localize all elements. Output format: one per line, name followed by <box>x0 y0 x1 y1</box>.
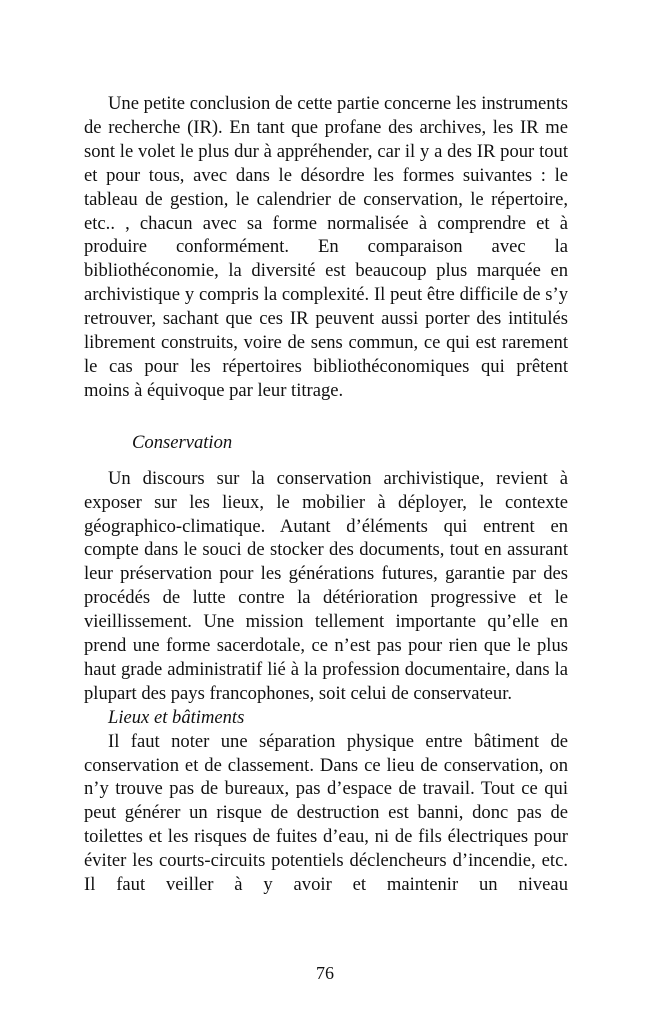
page-body <box>84 92 568 897</box>
page-number: 76 <box>316 963 334 983</box>
paragraph-instruments-de-recherche: Une petite conclusion de cette partie concerne les instruments de recherche (IR). En tant que profane des archives, les IR me sont le volet le plus dur à appréhender, car il y a des IR pour tout et pour tous, avec dans le désordre les formes suivantes : le tableau de gestion, le calendrier de conservation, le répertoire, etc.. , chacun avec sa forme normalisée à comprendre et à produire conformément. En comparaison avec la bibliothéconomie, la diversité est beaucoup plus marquée en archivistique y compris la complexité. Il peut être difficile de s’y retrouver, sachant que ces IR peuvent aussi porter des intitulés librement construits, voire de sens commun, ce qui est rarement le cas pour les répertoires bibliothéconomiques qui prêtent moins à équivoque par leur titrage. <box>84 93 568 401</box>
paragraph-conservation: Un discours sur la conservation archivistique, revient à exposer sur les lieux, le mobilier à déployer, le contexte géographico-climatique. Autant d’éléments qui entrent en compte dans le souci de stocker des documents, tout en assurant leur préservation pour les générations futures, garantie par des procédés de lutte contre la détérioration progressive et le vieillissement. Une mission tellement importante qu’elle en prend une forme sacerdotale, ce n’est pas pour rien que le plus haut grade administratif lié à la profession documentaire, dans la plupart des pays francophones, soit celui de conservateur. <box>84 467 568 704</box>
paragraph-lieux-et-batiments: Il faut noter une séparation physique entre bâtiment de conservation et de classement. Dans ce lieu de conservation, on n’y trouve pas de bureaux, pas d’espace de travail. Tout ce qui peut générer un risque de destruction est banni, donc pas de toilettes et les risques de fuites d’eau, ni de fils électriques pour éviter les courts-circuits potentiels déclencheurs d’incendie, etc. Il faut veiller à y avoir et maintenir un niveau <box>84 730 568 896</box>
section-heading-conservation: Conservation <box>132 431 233 453</box>
paragraph-spacer <box>84 403 568 417</box>
subsection-heading-lieux-et-batiments: Lieux et bâtiments <box>108 706 245 728</box>
